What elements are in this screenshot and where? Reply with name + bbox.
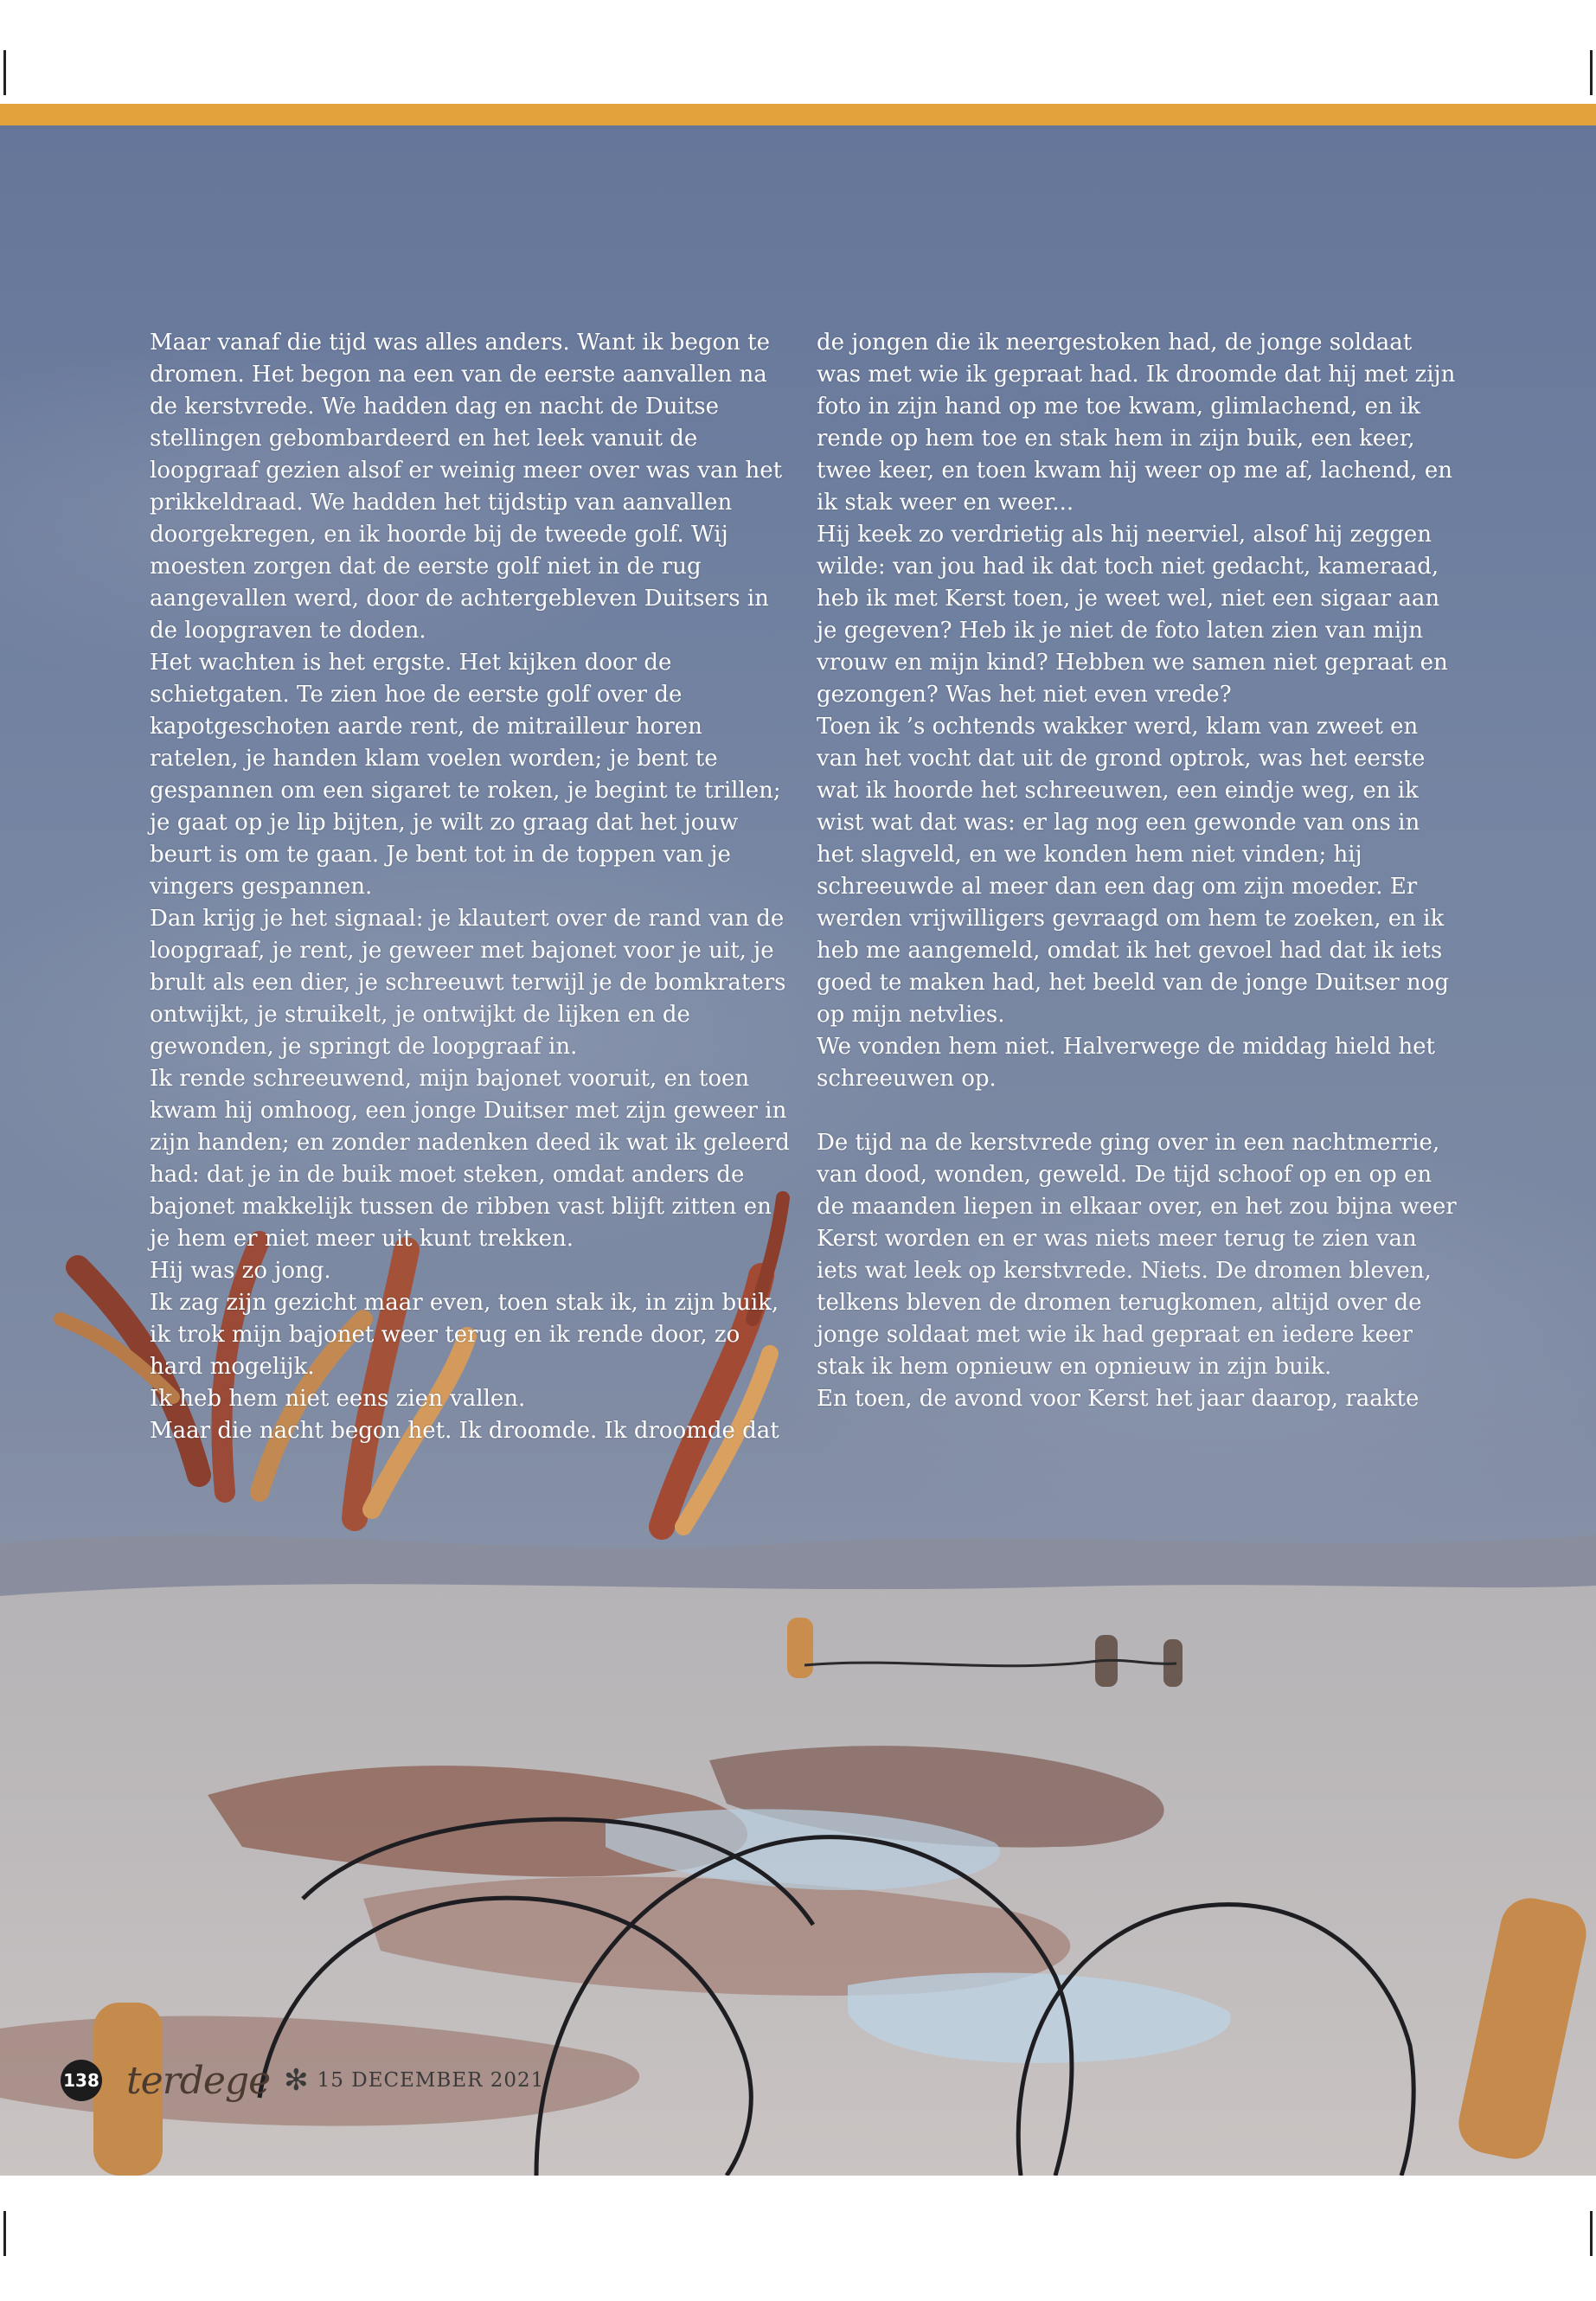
crop-mark-top-right: [1590, 50, 1593, 95]
crop-mark-bottom-right: [1590, 2211, 1593, 2256]
paragraph: We vonden hem niet. Halverwege de middag hield het schreeuwen op.: [817, 1034, 1435, 1092]
paragraph: Ik zag zijn gezicht maar even, toen stak ik, in zijn buik, ik trok mijn bajonet weer terug en ik rende door, zo hard mogelijk.: [150, 1290, 779, 1380]
paragraph: Dan krijg je het signaal: je klautert over de rand van de loopgraaf, je rent, je geweer met bajonet voor je uit, je brult als een dier, je schreeuwt terwijl je de bomkraters ontwijkt, je struikelt, je ontwijkt de lijken en de gewonden, je springt de loopgraaf in.: [150, 906, 786, 1060]
paragraph: Hij was zo jong.: [150, 1258, 331, 1284]
paragraph: Hij keek zo verdrietig als hij neerviel, alsof hij zeggen wilde: van jou had ik dat toch niet gedacht, kameraad, heb ik met Kerst toen, je weet wel, niet een sigaar aan je gegeven? Heb ik je niet de foto laten zien van mijn vrouw en mijn kind? Hebben we samen niet gepraat en gezongen? Was het niet even vrede?: [817, 522, 1448, 708]
crop-mark-top-left: [3, 50, 6, 95]
paragraph: De tijd na de kerstvrede ging over in een nachtmerrie, van dood, wonden, geweld. De tijd schoof op en op en de maanden liepen in elkaar over, en het zou bijna weer Kerst worden en er was niets meer terug te zien van iets wat leek op kerstvrede. Niets. De dromen bleven, telkens bleven de dromen terugkomen, altijd over de jonge soldaat met wie ik had gepraat en iedere keer stak ik hem opnieuw en opnieuw in zijn buik.: [817, 1130, 1457, 1380]
paragraph: En toen, de avond voor Kerst het jaar daarop, raakte: [817, 1386, 1420, 1412]
page-footer: [61, 2059, 544, 2102]
paragraph: Maar vanaf die tijd was alles anders. Want ik begon te dromen. Het begon na een van de eerste aanvallen na de kerstvrede. We hadden dag en nacht de Duitse stellingen gebombardeerd en het leek vanuit de loopgraaf gezien alsof er weinig meer over was van het prikkeldraad. We hadden het tijdstip van aanvallen doorgekregen, en ik hoorde bij de tweede golf. Wij moesten zorgen dat de eerste golf niet in de rug aangevallen werd, door de achtergebleven Duitsers in de loopgraven te doden.: [150, 330, 783, 644]
accent-bar: [0, 104, 1596, 125]
magazine-logo: terdege: [126, 2058, 271, 2103]
crop-mark-bottom-left: [3, 2211, 6, 2256]
paragraph: Het wachten is het ergste. Het kijken door de schietgaten. Te zien hoe de eerste golf over de kapotgeschoten aarde rent, de mitrailleur horen ratelen, je handen klam voelen worden; je bent te gespannen om een sigaret te roken, je begint te trillen; je gaat op je lip bijten, je wilt zo graag dat het jouw beurt is om te gaan. Je bent tot in de toppen van je vingers gespannen.: [150, 650, 781, 900]
paragraph: de jongen die ik neergestoken had, de jonge soldaat was met wie ik gepraat had. Ik droomde dat hij met zijn foto in zijn hand op me toe kwam, glimlachend, en ik rende op hem toe en stak hem in zijn buik, een keer, twee keer, en toen kwam hij weer op me af, lachend, en ik stak weer en weer...: [817, 330, 1456, 516]
article-column-left: [150, 327, 790, 1447]
paragraph: Ik rende schreeuwend, mijn bajonet vooruit, en toen kwam hij omhoog, een jonge Duitser met zijn geweer in zijn handen; en zonder nadenken deed ik wat ik geleerd had: dat je in de buik moet steken, omdat anders de bajonet makkelijk tussen de ribben vast blijft zitten en je hem er niet meer uit kunt trekken.: [150, 1066, 790, 1252]
asterisk-icon: ✻: [284, 2063, 309, 2098]
paragraph: Maar die nacht begon het. Ik droomde. Ik droomde dat: [150, 1418, 779, 1444]
article-column-right: [817, 327, 1457, 1415]
paragraph: Toen ik ’s ochtends wakker werd, klam van zweet en van het vocht dat uit de grond optrok, was het eerste wat ik hoorde het schreeuwen, een eindje weg, en ik wist wat dat was: er lag nog een gewonde van ons in het slagveld, en we konden hem niet vinden; hij schreeuwde al meer dan een dag om zijn moeder. Er werden vrijwilligers gevraagd om hem te zoeken, en ik heb me aangemeld, omdat ik het gevoel had dat ik iets goed te maken had, het beeld van de jonge Duitser nog op mijn netvlies.: [817, 714, 1449, 1028]
paragraph: Ik heb hem niet eens zien vallen.: [150, 1386, 526, 1412]
page-number: 138: [61, 2060, 102, 2101]
issue-date: 15 DECEMBER 2021: [317, 2069, 545, 2092]
